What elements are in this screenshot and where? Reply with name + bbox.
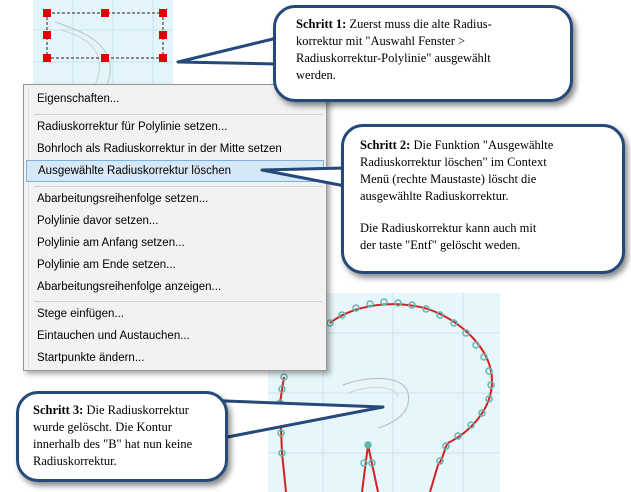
callout-2-line: Menü (rechte Maustaste) löscht die [360,172,537,186]
menu-item-bohrloch-radiuskorrektur[interactable]: Bohrloch als Radiuskorrektur in der Mitte setzen [37,143,282,155]
menu-separator [34,301,322,302]
callout-2-heading: Schritt 2: [360,138,411,152]
callout-2-line: Radiuskorrektur löschen" im Context [360,155,547,169]
callout-2-spacer [360,205,610,220]
menu-item-eigenschaften[interactable]: Eigenschaften... [37,93,120,105]
callout-step-1 [273,5,573,102]
callout-step-2 [341,124,625,274]
callout-1-line: Radiuskorrektur-Polylinie" ausgewählt [296,51,491,65]
menu-item-abarbeitungsreihenfolge-setzen[interactable]: Abarbeitungsreihenfolge setzen... [37,193,209,205]
callout-2-line: ausgewählte Radiuskorrektur. [360,189,509,203]
callout-1-line: werden. [296,68,336,82]
callout-step-3 [16,391,228,482]
menu-item-abarbeitungsreihenfolge-anzeigen[interactable]: Abarbeitungsreihenfolge anzeigen... [37,281,222,293]
callout-1-heading: Schritt 1: [296,17,347,31]
menu-separator [34,186,322,187]
callout-3-line: innerhalb des "B" hat nun keine [33,437,193,451]
selection-handles[interactable] [43,9,167,62]
cad-top-drawing [33,0,173,92]
menu-item-polylinie-ende[interactable]: Polylinie am Ende setzen... [37,259,176,271]
menu-item-eintauchen-austauchen[interactable]: Eintauchen und Austauchen... [37,330,190,342]
context-menu [23,84,327,371]
callout-3-heading: Schritt 3: [33,403,84,417]
menu-separator [34,114,322,115]
cad-view-top[interactable] [33,0,173,92]
callout-2-note: der taste "Entf" gelöscht weden. [360,238,521,252]
menu-item-radiuskorrektur-loeschen[interactable]: Ausgewählte Radiuskorrektur löschen [26,160,324,182]
menu-item-stege-einfuegen[interactable]: Stege einfügen... [37,308,124,320]
menu-item-radiuskorrektur-setzen[interactable]: Radiuskorrektur für Polylinie setzen... [37,121,228,133]
callout-1-tail [178,38,277,64]
menu-item-polylinie-anfang[interactable]: Polylinie am Anfang setzen... [37,237,185,249]
callout-3-line: Radiuskorrektur. [33,454,117,468]
callout-3-line: wurde gelöscht. Die Kontur [33,420,172,434]
callout-3-text-first: Die Radiuskorrektur [83,403,189,417]
menu-item-polylinie-davor[interactable]: Polylinie davor setzen... [37,215,159,227]
menu-item-startpunkte-aendern[interactable]: Startpunkte ändern... [37,352,145,364]
callout-2-note: Die Radiuskorrektur kann auch mit [360,221,537,235]
callout-2-text-first: Die Funktion "Ausgewählte [410,138,554,152]
callout-1-line: korrektur mit "Auswahl Fenster > [296,34,466,48]
callout-1-text-first: Zuerst muss die alte Radius- [346,17,492,31]
